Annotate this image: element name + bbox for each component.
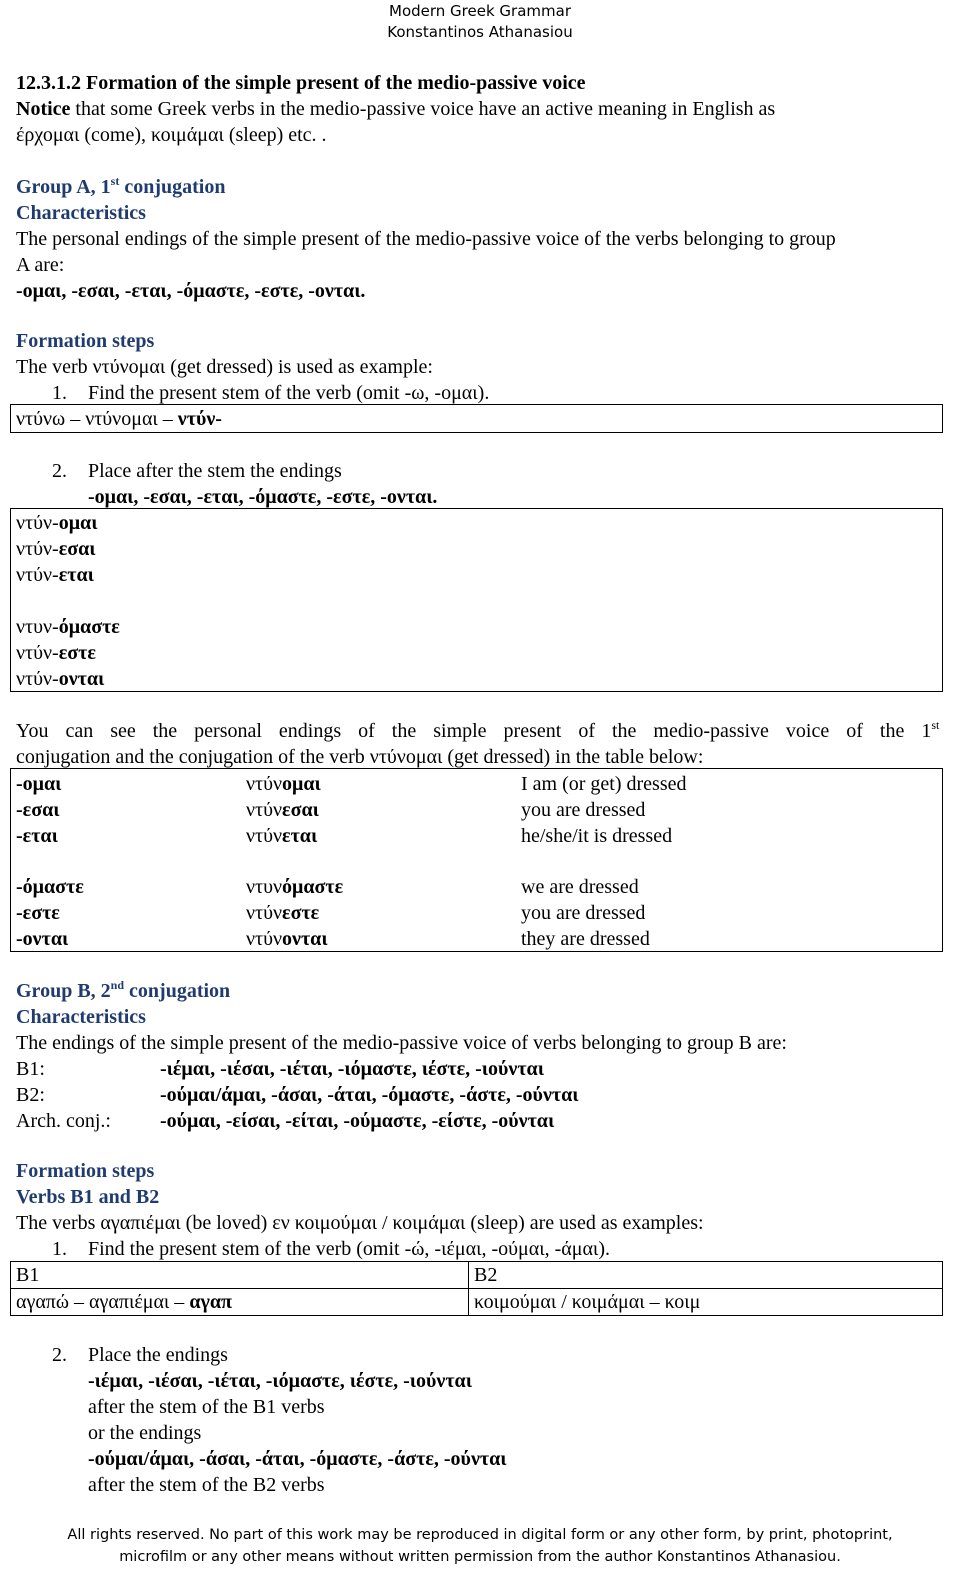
groupB-step2-text: Place the endings bbox=[88, 1344, 228, 1366]
groupA-title-text: Group A, 1 bbox=[16, 176, 111, 198]
see-table-line-1 bbox=[16, 718, 939, 744]
groupB-step2-num: 2. bbox=[52, 1344, 67, 1366]
notice-label: Notice bbox=[16, 98, 71, 120]
see-table-line-2: conjugation and the conjugation of the verb ντύνομαι (get dressed) in the table below: bbox=[16, 746, 704, 768]
groupB-step2-after-b1: after the stem of the B1 verbs bbox=[88, 1396, 325, 1418]
table-ending: -ομαι bbox=[16, 773, 62, 795]
table-form-ending: ομαι bbox=[282, 773, 321, 795]
notice-text-1: that some Greek verbs in the medio-passive voice have an active meaning in English as bbox=[70, 98, 776, 120]
table-meaning: they are dressed bbox=[521, 928, 650, 950]
groupB-step1-num: 1. bbox=[52, 1238, 67, 1260]
table-form bbox=[246, 823, 317, 849]
table-form bbox=[246, 900, 319, 926]
groupB-step2-or: or the endings bbox=[88, 1422, 202, 1444]
groupB-endings-value: -ούμαι, -είσαι, -είται, -ούμαστε, -είστε, -ούνται bbox=[160, 1110, 555, 1132]
stem-table-b2-cell: κοιμούμαι / κοιμάμαι – κοιμ bbox=[474, 1291, 701, 1313]
table-form-stem: ντύν bbox=[246, 902, 283, 924]
conj-stem: ντύν- bbox=[16, 668, 59, 690]
conj-ending: εστε bbox=[58, 642, 96, 664]
conj-row bbox=[16, 536, 95, 562]
conj-row bbox=[16, 510, 97, 536]
table-form bbox=[246, 797, 319, 823]
groupA-title-post: conjugation bbox=[119, 176, 226, 198]
table-meaning: you are dressed bbox=[521, 799, 646, 821]
table-meaning: he/she/it is dressed bbox=[521, 825, 673, 847]
header-title: Modern Greek Grammar bbox=[389, 2, 571, 20]
table-ending: -ονται bbox=[16, 928, 69, 950]
conj-stem: ντύν- bbox=[16, 512, 59, 534]
stem-table-b1-stem: αγαπ bbox=[189, 1291, 232, 1313]
groupB-title-text: Group B, 2 bbox=[16, 980, 111, 1002]
groupA-formation-steps: Formation steps bbox=[16, 330, 155, 352]
table-form bbox=[246, 874, 343, 900]
groupB-endings-label: Arch. conj.: bbox=[16, 1110, 111, 1132]
table-meaning: I am (or get) dressed bbox=[521, 773, 687, 795]
groupA-step2-endings: -ομαι, -εσαι, -εται, -όμαστε, -εστε, -ονται. bbox=[88, 486, 438, 508]
conj-stem: ντύν- bbox=[16, 642, 59, 664]
table-form-ending: εστε bbox=[282, 902, 320, 924]
header-author: Konstantinos Athanasiou bbox=[387, 23, 573, 41]
section-title: 12.3.1.2 Formation of the simple present of the medio-passive voice bbox=[16, 72, 586, 94]
conj-ending: εται bbox=[58, 564, 94, 586]
groupB-characteristics: Characteristics bbox=[16, 1006, 146, 1028]
groupA-desc-2: A are: bbox=[16, 254, 65, 276]
table-form-stem: ντυν bbox=[246, 876, 283, 898]
groupA-characteristics: Characteristics bbox=[16, 202, 146, 224]
notice-line-1 bbox=[16, 96, 775, 122]
table-form-ending: εται bbox=[282, 825, 318, 847]
groupB-step2-endings-b2: -ούμαι/άμαι, -άσαι, -άται, -όμαστε, -άστε, -ούνται bbox=[88, 1448, 507, 1470]
conj-ending: ομαι bbox=[58, 512, 98, 534]
stem-table-col-divider bbox=[468, 1261, 469, 1316]
stem-table-header-b1: B1 bbox=[16, 1264, 40, 1286]
table-form-stem: ντύν bbox=[246, 825, 283, 847]
groupA-example-intro: The verb ντύνομαι (get dressed) is used as example: bbox=[16, 356, 433, 378]
groupA-step2-num: 2. bbox=[52, 460, 67, 482]
conj-row bbox=[16, 640, 96, 666]
groupA-title-sup: st bbox=[110, 174, 120, 188]
table-form-ending: εσαι bbox=[282, 799, 319, 821]
groupA-desc-1: The personal endings of the simple present of the medio-passive voice of the verbs belonging to group bbox=[16, 228, 836, 250]
groupB-endings-label: B1: bbox=[16, 1058, 45, 1080]
table-form bbox=[246, 771, 321, 797]
groupB-title-sup: nd bbox=[110, 978, 125, 992]
footer-copyright-1: All rights reserved. No part of this work may be reproduced in digital form or any other form, by print, photoprint, bbox=[67, 1527, 893, 1543]
groupB-desc: The endings of the simple present of the medio-passive voice of verbs belonging to group B are: bbox=[16, 1032, 787, 1054]
table-form-stem: ντύν bbox=[246, 928, 283, 950]
conj-ending: ονται bbox=[58, 668, 105, 690]
groupB-title bbox=[16, 978, 230, 1004]
conj-ending: όμαστε bbox=[58, 616, 120, 638]
table-form-stem: ντύν bbox=[246, 799, 283, 821]
footer-copyright-2: microfilm or any other means without written permission from the author Konstantinos Athanasiou. bbox=[119, 1549, 841, 1565]
groupB-step2-endings-b1: -ιέμαι, -ιέσαι, -ιέται, -ιόμαστε, ιέστε, -ιούνται bbox=[88, 1370, 472, 1392]
table-form-ending: όμαστε bbox=[282, 876, 344, 898]
conjugation-box bbox=[10, 508, 943, 692]
conj-stem: ντύν- bbox=[16, 538, 59, 560]
stem-box-text bbox=[16, 406, 222, 432]
conj-ending: εσαι bbox=[58, 538, 96, 560]
see-table-text: You can see the personal endings of the simple present of the medio-passive voice of the 1 bbox=[16, 720, 932, 742]
table-form-ending: ονται bbox=[282, 928, 328, 950]
groupA-step1-num: 1. bbox=[52, 382, 67, 404]
groupA-step2-text: Place after the stem the endings bbox=[88, 460, 342, 482]
groupB-example-intro: The verbs αγαπιέμαι (be loved) εν κοιμούμαι / κοιμάμαι (sleep) are used as examples: bbox=[16, 1212, 704, 1234]
groupA-step1-text: Find the present stem of the verb (omit -ω, -ομαι). bbox=[88, 382, 490, 404]
notice-line-2: έρχομαι (come), κοιμάμαι (sleep) etc. . bbox=[16, 124, 327, 146]
groupA-title bbox=[16, 174, 225, 200]
table-meaning: you are dressed bbox=[521, 902, 646, 924]
table-form bbox=[246, 926, 328, 952]
conj-stem: ντύν- bbox=[16, 564, 59, 586]
groupB-verbs-heading: Verbs B1 and B2 bbox=[16, 1186, 160, 1208]
see-table-sup: st bbox=[931, 718, 940, 732]
conj-stem: ντυν- bbox=[16, 616, 59, 638]
table-form-stem: ντύν bbox=[246, 773, 283, 795]
stem-table-b1-plain: αγαπώ – αγαπιέμαι – bbox=[16, 1291, 190, 1313]
table-ending: -εσαι bbox=[16, 799, 60, 821]
stem-box-plain: ντύνω – ντύνομαι – bbox=[16, 408, 178, 430]
groupB-endings-value: -ιέμαι, -ιέσαι, -ιέται, -ιόμαστε, ιέστε, -ιούνται bbox=[160, 1058, 544, 1080]
stem-table-header-b2: B2 bbox=[474, 1264, 498, 1286]
groupB-endings-label: B2: bbox=[16, 1084, 45, 1106]
conj-row bbox=[16, 562, 94, 588]
groupB-formation-steps: Formation steps bbox=[16, 1160, 155, 1182]
table-ending: -εστε bbox=[16, 902, 60, 924]
groupB-step1-text: Find the present stem of the verb (omit -ώ, -ιέμαι, -ούμαι, -άμαι). bbox=[88, 1238, 610, 1260]
conjugation-table bbox=[10, 768, 943, 952]
groupB-title-post: conjugation bbox=[124, 980, 231, 1002]
stem-box-bold: ντύν- bbox=[177, 408, 222, 430]
stem-table-b1-cell bbox=[16, 1289, 232, 1315]
table-ending: -εται bbox=[16, 825, 58, 847]
groupB-step2-after-b2: after the stem of the B2 verbs bbox=[88, 1474, 325, 1496]
conj-row bbox=[16, 666, 104, 692]
groupB-endings-value: -ούμαι/άμαι, -άσαι, -άται, -όμαστε, -άστε, -ούνται bbox=[160, 1084, 579, 1106]
groupA-endings: -ομαι, -εσαι, -εται, -όμαστε, -εστε, -ονται. bbox=[16, 280, 366, 302]
table-meaning: we are dressed bbox=[521, 876, 639, 898]
conj-row bbox=[16, 614, 120, 640]
table-ending: -όμαστε bbox=[16, 876, 84, 898]
